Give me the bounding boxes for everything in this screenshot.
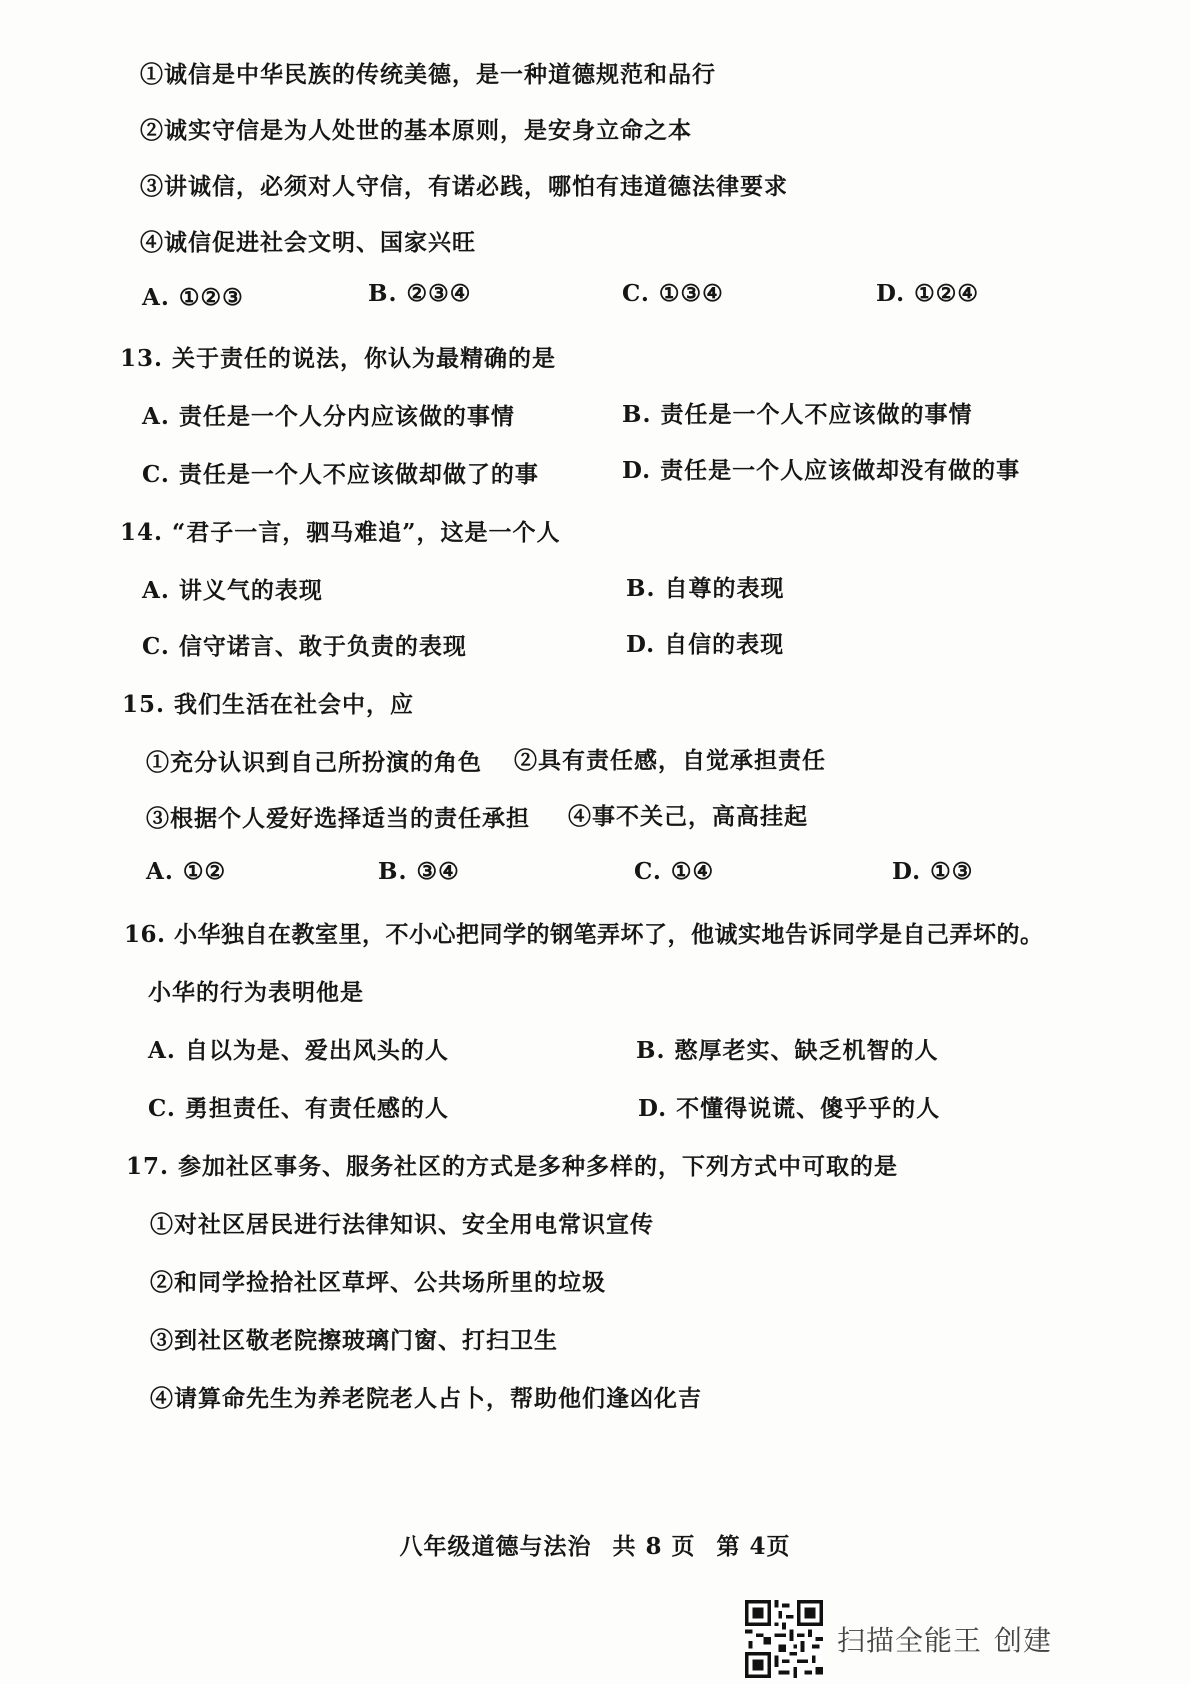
- q14-option-c: C. 信守诺言、敢于负责的表现: [142, 633, 467, 660]
- q16-stem-continued: 小华的行为表明他是: [148, 979, 364, 1006]
- q14-stem: 14. “君子一言，驷马难追”，这是一个人: [120, 519, 561, 546]
- q12-option-b: B. ②③④: [368, 280, 472, 307]
- q17-item-3: ③到社区敬老院擦玻璃门窗、打扫卫生: [150, 1327, 558, 1354]
- q17-stem: 17. 参加社区事务、服务社区的方式是多种多样的，下列方式中可取的是: [126, 1153, 899, 1180]
- watermark-action: 创建: [994, 1624, 1053, 1657]
- q16-option-a: A. 自以为是、爱出风头的人: [148, 1037, 449, 1064]
- q14-option-a: A. 讲义气的表现: [142, 577, 323, 604]
- q12-option-c: C. ①③④: [622, 280, 724, 307]
- q15-option-a: A. ①②: [146, 858, 227, 885]
- watermark-app-name: 扫描全能王: [837, 1624, 983, 1657]
- q14-option-b: B. 自尊的表现: [626, 575, 785, 602]
- page-footer: [0, 1528, 1190, 1561]
- q12-item-3: ③讲诚信，必须对人守信，有诺必践，哪怕有违道德法律要求: [140, 173, 788, 200]
- q16-stem: 16. 小华独自在教室里，不小心把同学的钢笔弄坏了，他诚实地告诉同学是自己弄坏的。: [124, 921, 1044, 948]
- q13-stem: 13. 关于责任的说法，你认为最精确的是: [120, 345, 557, 372]
- q15-item-2: ②具有责任感，自觉承担责任: [514, 747, 826, 774]
- q16-option-c: C. 勇担责任、有责任感的人: [148, 1095, 449, 1122]
- q15-option-d: D. ①③: [892, 858, 974, 885]
- q15-stem: 15. 我们生活在社会中，应: [122, 691, 415, 718]
- q12-option-d: D. ①②④: [876, 280, 979, 307]
- footer-page-number: 第 4页: [716, 1533, 791, 1560]
- q12-item-4: ④诚信促进社会文明、国家兴旺: [140, 229, 476, 256]
- q13-option-d: D. 责任是一个人应该做却没有做的事: [622, 457, 1021, 484]
- q17-item-4: ④请算命先生为养老院老人占卜，帮助他们逢凶化吉: [150, 1385, 702, 1412]
- q15-item-4: ④事不关己，高高挂起: [568, 803, 808, 830]
- q16-option-b: B. 憨厚老实、缺乏机智的人: [636, 1037, 939, 1064]
- watermark-text: [837, 1619, 1064, 1659]
- q12-item-2: ②诚实守信是为人处世的基本原则，是安身立命之本: [140, 117, 692, 144]
- q13-option-a: A. 责任是一个人分内应该做的事情: [142, 403, 515, 430]
- q15-item-1: ①充分认识到自己所扮演的角色: [146, 749, 482, 776]
- qr-code-icon: [745, 1600, 823, 1678]
- q13-option-b: B. 责任是一个人不应该做的事情: [622, 401, 973, 428]
- q12-option-a: A. ①②③: [142, 284, 244, 311]
- q14-option-d: D. 自信的表现: [626, 631, 785, 658]
- q16-option-d: D. 不懂得说谎、傻乎乎的人: [638, 1095, 941, 1122]
- scanner-watermark: [745, 1600, 1064, 1678]
- q13-option-c: C. 责任是一个人不应该做却做了的事: [142, 461, 539, 488]
- q12-item-1: ①诚信是中华民族的传统美德，是一种道德规范和品行: [140, 61, 716, 88]
- q17-item-2: ②和同学捡拾社区草坪、公共场所里的垃圾: [150, 1269, 606, 1296]
- q15-item-3: ③根据个人爱好选择适当的责任承担: [146, 805, 530, 832]
- q15-option-c: C. ①④: [634, 858, 715, 885]
- footer-subject: 八年级道德与法治: [399, 1533, 592, 1560]
- footer-total-pages: 共 8 页: [612, 1533, 696, 1560]
- q17-item-1: ①对社区居民进行法律知识、安全用电常识宣传: [150, 1211, 654, 1238]
- q15-option-b: B. ③④: [378, 858, 460, 885]
